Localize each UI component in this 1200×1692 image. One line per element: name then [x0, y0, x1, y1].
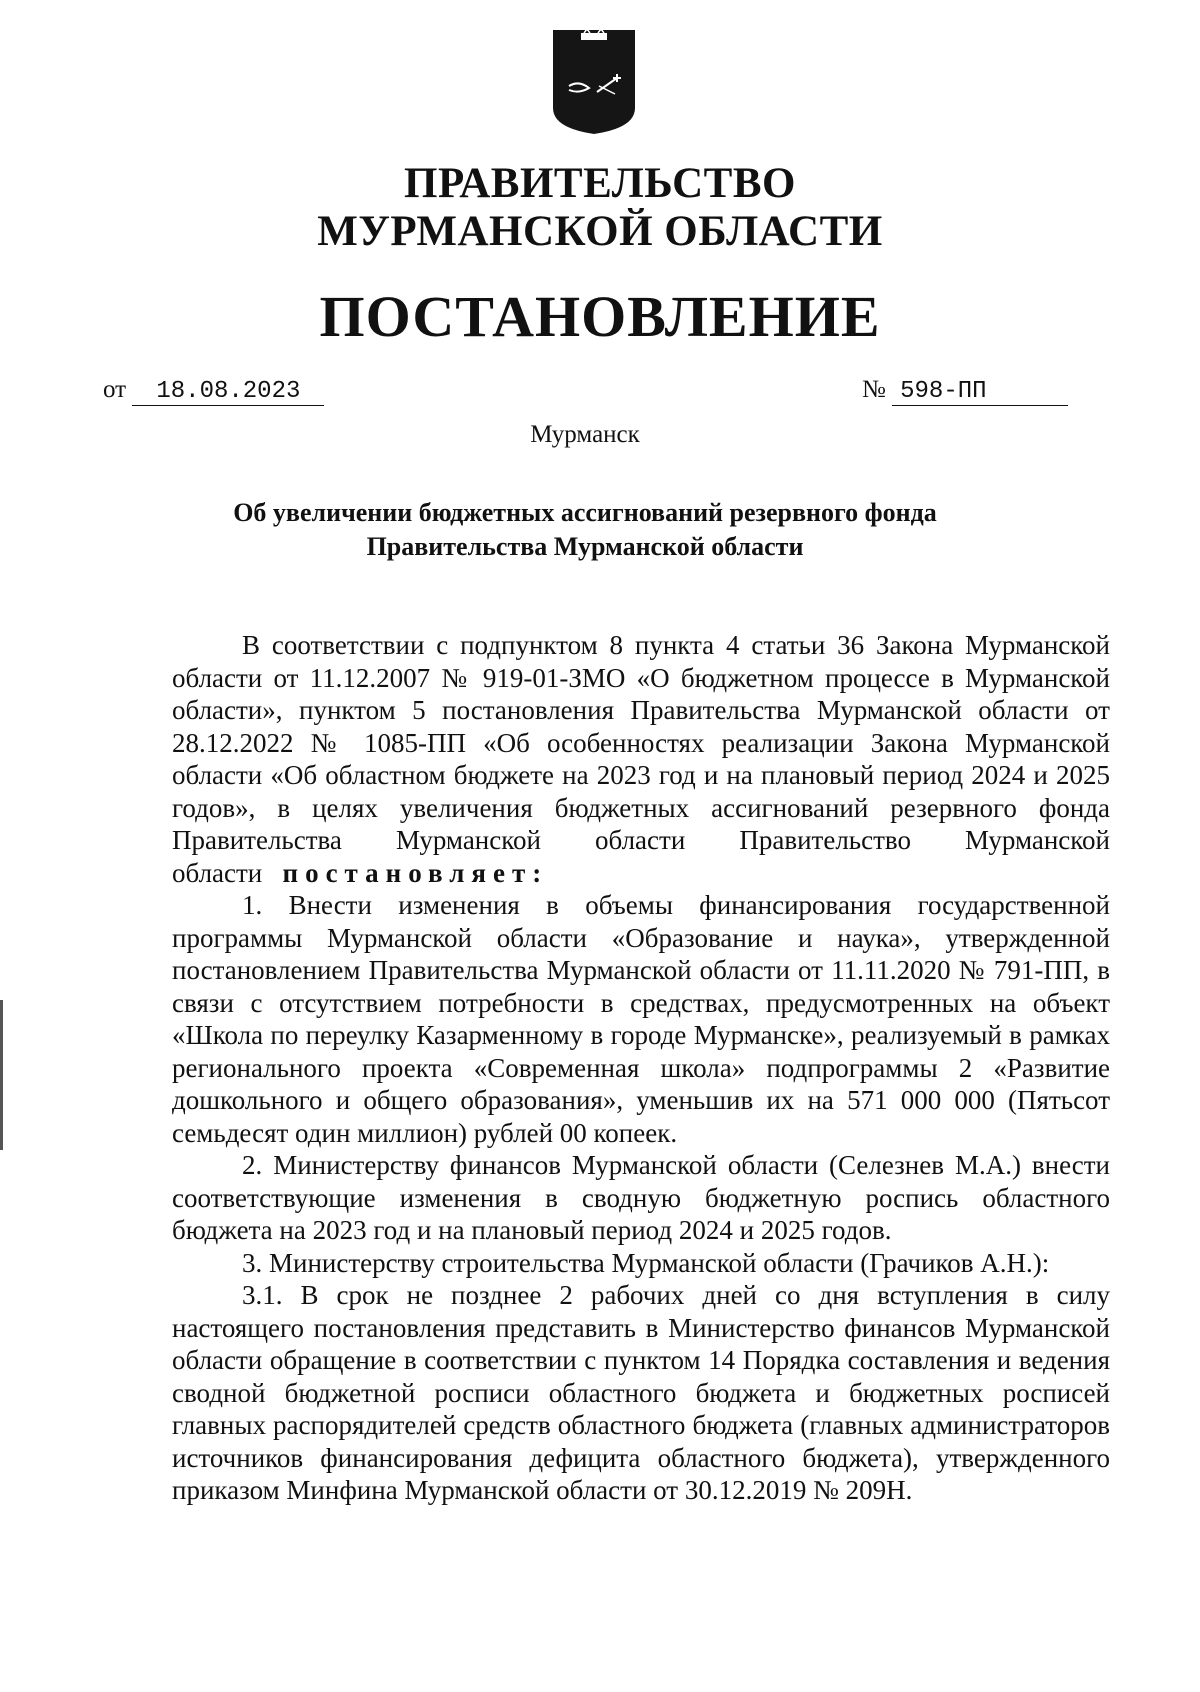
scan-edge-mark	[0, 1000, 3, 1150]
number-line	[862, 376, 1068, 406]
murmansk-coat-of-arms-icon	[551, 28, 637, 136]
preamble-text: В соответствии с подпунктом 8 пункта 4 статьи 36 Закона Мурманской области от 11.12.2007 № 919-01-ЗМО «О бюджетном процессе в Мурманской области», пунктом 5 постановления Правительства Мурманской области от 28.12.2022 № 1085-ПП «Об особенностях реализации Закона Мурманской области «Об областном бюджете на 2023 год и на плановый период 2024 и 2025 годов», в целях увеличения бюджетных ассигнований резервного фонда Правительства Мурманской области Правительство Мурманской области	[172, 630, 1110, 888]
government-name-line1: ПРАВИТЕЛЬСТВО	[404, 160, 796, 207]
item-3: 3. Министерству строительства Мурманской области (Грачиков А.Н.):	[242, 1247, 1050, 1278]
city: Мурманск	[530, 421, 640, 448]
item-2: 2. Министерству финансов Мурманской области (Селезнев М.А.) внести соответствующие изменения в сводную бюджетную роспись областного бюджета на 2023 год и на плановый период 2024 и 2025 годов.	[172, 1150, 1110, 1245]
subject-line2: Правительства Мурманской области	[366, 532, 804, 561]
document-subject	[0, 496, 1170, 564]
number-value: 598-ПП	[892, 378, 1068, 406]
date-prefix: от	[103, 376, 127, 403]
item-1: 1. Внести изменения в объемы финансирования государственной программы Мурманской области «Образование и наука», утвержденной постановлением Правительства Мурманской области от 11.11.2020 № 791-ПП, в связи с отсутствием потребности в средствах, предусмотренных на объект «Школа по переулку Казарменному в городе Мурманске», реализуемый в рамках регионального проекта «Современная школа» подпрограммы 2 «Развитие дошкольного и общего образования», уменьшив их на 571 000 000 (Пятьсот семьдесят один миллион) рублей 00 копеек.	[172, 890, 1110, 1148]
number-prefix: №	[862, 376, 886, 403]
document-body	[172, 629, 1110, 1507]
date-value: 18.08.2023	[132, 378, 324, 406]
item-3-1: 3.1. В срок не позднее 2 рабочих дней со дня вступления в силу настоящего постановления представить в Министерство финансов Мурманской области обращение в соответствии с пунктом 14 Порядка составления и ведения сводной бюджетной росписи областного бюджета и бюджетных росписей главных распорядителей средств областного бюджета (главных администраторов источников финансирования дефицита областного бюджета), утвержденного приказом Минфина Мурманской области от 30.12.2019 № 209Н.	[172, 1280, 1110, 1505]
date-line	[103, 376, 324, 406]
resolves-word: постановляет:	[282, 857, 549, 888]
government-name-line2: МУРМАНСКОЙ ОБЛАСТИ	[317, 208, 883, 255]
document-type: ПОСТАНОВЛЕНИЕ	[319, 284, 881, 349]
preamble-paragraph	[172, 629, 1110, 889]
subject-line1: Об увеличении бюджетных ассигнований резервного фонда	[233, 498, 937, 527]
